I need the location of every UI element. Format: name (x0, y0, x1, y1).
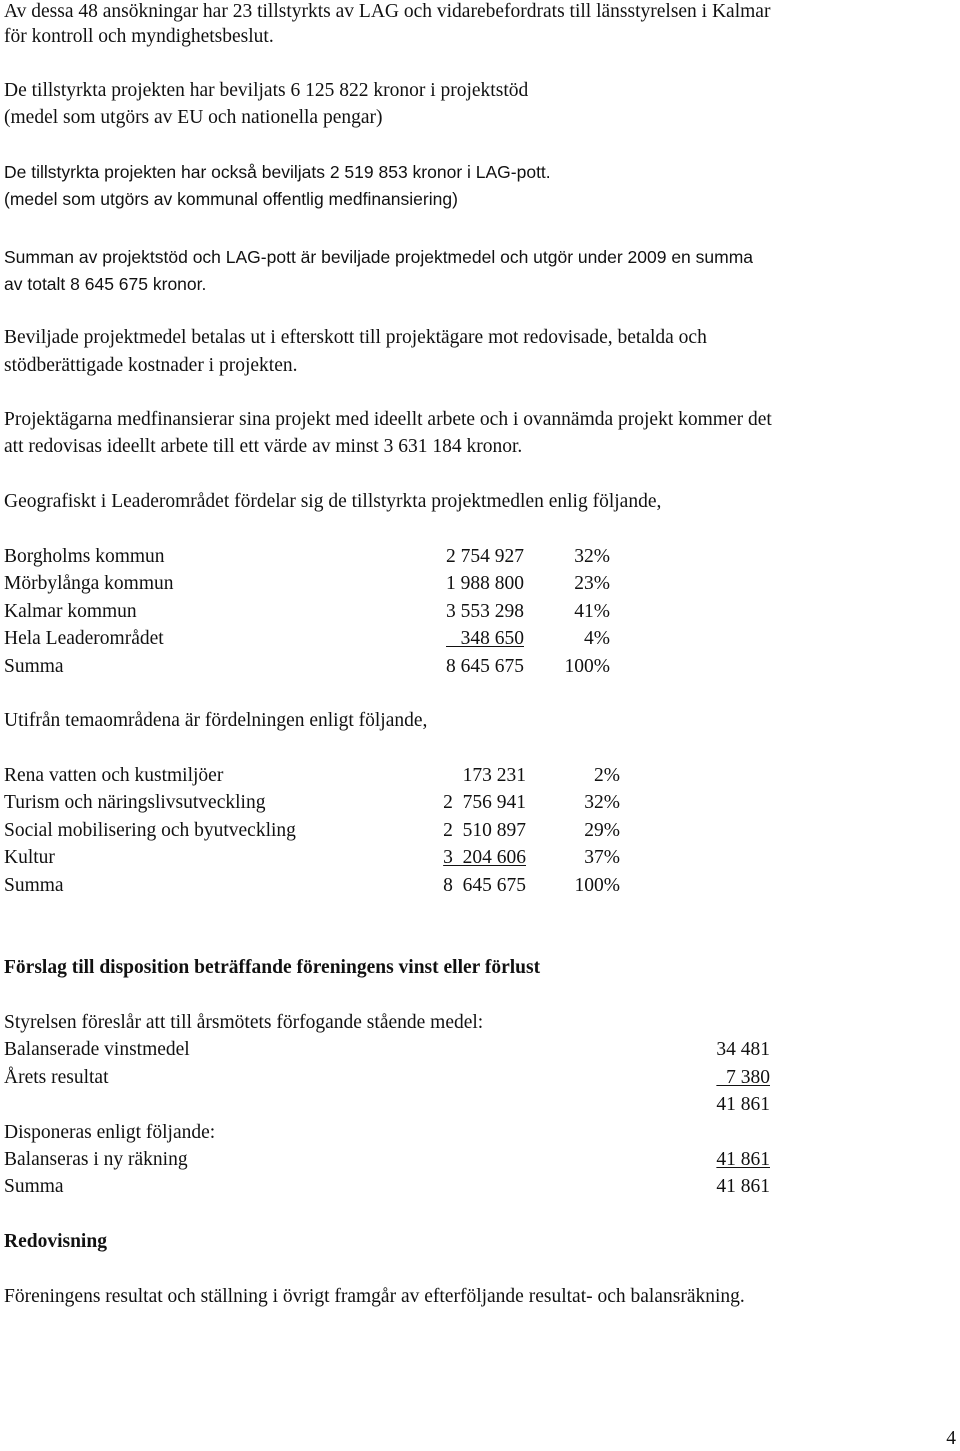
geo-row-amount: 1 988 800 (446, 573, 524, 594)
theme-row-amount: 2 756 941 (443, 792, 526, 813)
theme-row-pct: 2% (594, 765, 620, 786)
disposition-row-value: 41 861 (716, 1094, 770, 1115)
intro-line-5: De tillstyrkta projekten har också beviljats 2 519 853 kronor i LAG-pott. (4, 162, 551, 182)
intro-line-9: Beviljade projektmedel betalas ut i efterskott till projektägare mot redovisade, betalda och (4, 327, 707, 348)
intro-line-12: att redovisas ideellt arbete till ett värde av minst 3 631 184 kronor. (4, 436, 523, 457)
geo-row (4, 627, 804, 651)
geo-row-pct: 41% (574, 601, 610, 622)
theme-row (4, 874, 804, 898)
theme-row-name: Rena vatten och kustmiljöer (4, 765, 224, 786)
theme-row (4, 846, 804, 870)
geo-row-name: Mörbylånga kommun (4, 573, 174, 594)
disposition-row (4, 1121, 804, 1145)
geo-row-name: Hela Leaderområdet (4, 628, 164, 649)
geo-row-pct: 100% (564, 656, 610, 677)
theme-row-pct: 32% (584, 792, 620, 813)
geo-row (4, 600, 804, 624)
disposition-row-label: Årets resultat (4, 1067, 109, 1088)
disposition-row-label: Balanseras i ny räkning (4, 1149, 188, 1170)
geo-row (4, 572, 804, 596)
disposition-row-label: Disponeras enligt följande: (4, 1122, 216, 1143)
disposition-row (4, 1175, 804, 1199)
disposition-row-value: 41 861 (716, 1149, 770, 1170)
theme-row-amount: 2 510 897 (443, 820, 526, 841)
geo-row (4, 545, 804, 569)
geo-heading: Geografiskt i Leaderområdet fördelar sig de tillstyrkta projektmedlen enlig följande, (4, 491, 662, 512)
geo-row-pct: 23% (574, 573, 610, 594)
intro-line-3: De tillstyrkta projekten har beviljats 6 125 822 kronor i projektstöd (4, 80, 529, 101)
geo-row-name: Kalmar kommun (4, 601, 137, 622)
geo-row-name: Summa (4, 656, 64, 677)
disposition-row-label: Summa (4, 1176, 64, 1197)
geo-row-name: Borgholms kommun (4, 546, 165, 567)
disposition-row-value: 41 861 (716, 1176, 770, 1197)
theme-row-amount: 173 231 (462, 765, 526, 786)
disposition-intro: Styrelsen föreslår att till årsmötets förfogande stående medel: (4, 1012, 484, 1033)
intro-line-8: av totalt 8 645 675 kronor. (4, 274, 207, 294)
intro-line-1: Av dessa 48 ansökningar har 23 tillstyrkts av LAG och vidarebefordrats till länsstyrelsen i Kalmar (4, 1, 771, 22)
theme-row-amount: 8 645 675 (443, 875, 526, 896)
disposition-row-value: 7 380 (716, 1067, 770, 1088)
disposition-row (4, 1093, 804, 1117)
disposition-row (4, 1038, 804, 1062)
geo-row-amount: 3 553 298 (446, 601, 524, 622)
theme-heading: Utifrån temaområdena är fördelningen enligt följande, (4, 710, 428, 731)
page-number: 4 (946, 1428, 956, 1449)
geo-row-pct: 32% (574, 546, 610, 567)
theme-row-name: Summa (4, 875, 64, 896)
geo-row (4, 655, 804, 679)
intro-line-11: Projektägarna medfinansierar sina projekt med ideellt arbete och i ovannämda projekt kommer det (4, 409, 772, 430)
report-heading: Redovisning (4, 1231, 107, 1252)
disposition-row (4, 1066, 804, 1090)
theme-row (4, 764, 804, 788)
intro-line-10: stödberättigade kostnader i projekten. (4, 355, 298, 376)
geo-row-amount: 2 754 927 (446, 546, 524, 567)
theme-row-name: Social mobilisering och byutveckling (4, 820, 296, 841)
theme-row (4, 791, 804, 815)
disposition-row-label: Balanserade vinstmedel (4, 1039, 190, 1060)
disposition-row (4, 1148, 804, 1172)
report-text: Föreningens resultat och ställning i övrigt framgår av efterföljande resultat- och balansräkning. (4, 1286, 745, 1307)
disposition-row-value: 34 481 (716, 1039, 770, 1060)
theme-row-pct: 29% (584, 820, 620, 841)
theme-row-amount: 3 204 606 (443, 847, 526, 868)
geo-row-amount: 348 650 (446, 628, 524, 649)
geo-row-pct: 4% (584, 628, 610, 649)
theme-row (4, 819, 804, 843)
geo-row-amount: 8 645 675 (446, 656, 524, 677)
theme-row-pct: 100% (574, 875, 620, 896)
theme-row-name: Kultur (4, 847, 55, 868)
intro-line-7: Summan av projektstöd och LAG-pott är beviljade projektmedel och utgör under 2009 en summa (4, 247, 754, 267)
intro-line-6: (medel som utgörs av kommunal offentlig medfinansiering) (4, 189, 458, 209)
intro-line-4: (medel som utgörs av EU och nationella pengar) (4, 107, 383, 128)
theme-row-name: Turism och näringslivsutveckling (4, 792, 266, 813)
intro-line-2: för kontroll och myndighetsbeslut. (4, 26, 274, 47)
disposition-heading: Förslag till disposition beträffande föreningens vinst eller förlust (4, 957, 541, 978)
theme-row-pct: 37% (584, 847, 620, 868)
